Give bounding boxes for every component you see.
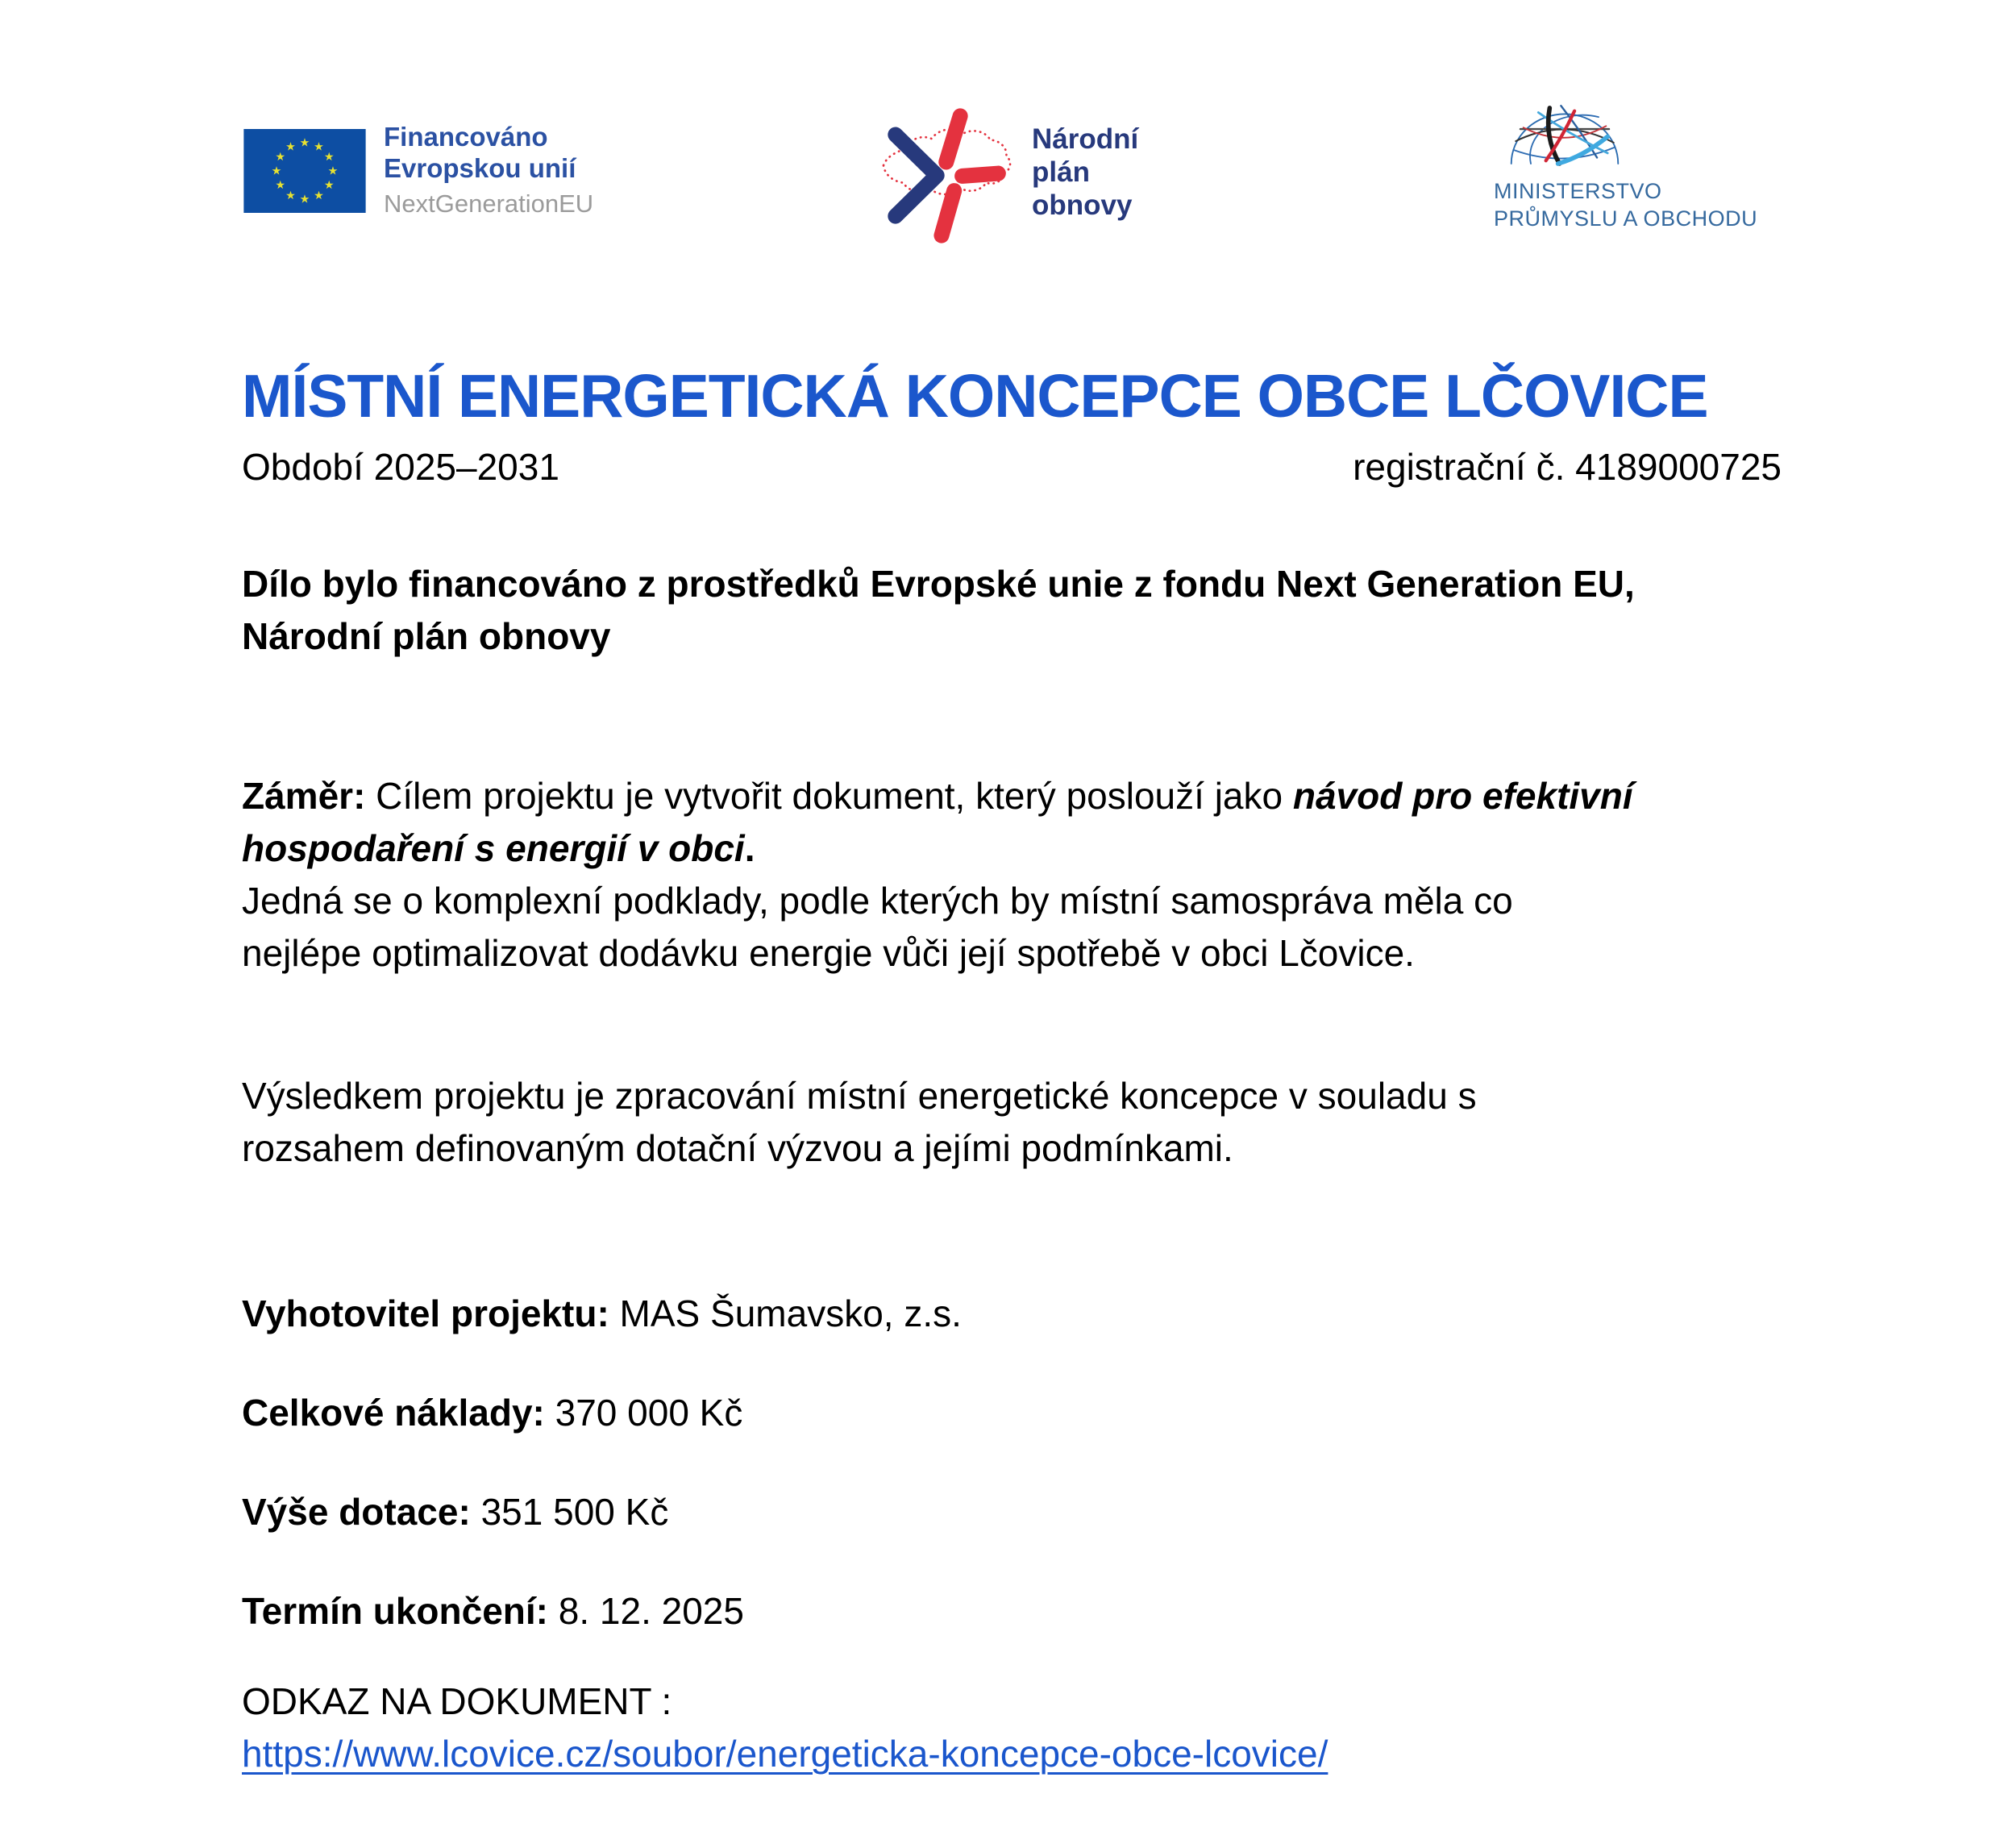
svg-text:★: ★ xyxy=(323,150,335,164)
result-line2: rozsahem definovaným dotační výzvou a jejími podmínkami. xyxy=(242,1127,1233,1169)
npo-logo-line2: plán xyxy=(1032,156,1090,188)
svg-text:★: ★ xyxy=(327,164,339,178)
eu-logo-line3: NextGenerationEU xyxy=(384,189,594,218)
funding-line1: Dílo bylo financováno z prostředků Evropské unie z fondu Next Generation EU, xyxy=(242,563,1635,605)
detail-subsidy-label: Výše dotace: xyxy=(242,1491,471,1533)
svg-text:★: ★ xyxy=(299,136,310,150)
funding-statement xyxy=(242,558,1782,663)
npo-logo-line3: obnovy xyxy=(1032,189,1133,221)
mpo-logo xyxy=(1494,102,1757,232)
funding-line2: Národní plán obnovy xyxy=(242,615,611,657)
svg-text:★: ★ xyxy=(275,178,286,192)
svg-text:★: ★ xyxy=(323,178,335,192)
detail-deadline-label: Termín ukončení: xyxy=(242,1590,548,1632)
eu-logo-text xyxy=(384,121,593,220)
detail-total-costs xyxy=(242,1387,1782,1439)
svg-text:★: ★ xyxy=(275,150,286,164)
aim-line3: Jedná se o komplexní podklady, podle kterých by místní samospráva měla co xyxy=(242,880,1513,922)
mpo-logo-text xyxy=(1494,177,1757,232)
detail-deadline xyxy=(242,1585,1782,1638)
project-result-paragraph xyxy=(242,1070,1782,1175)
detail-total-costs-value: 370 000 Kč xyxy=(544,1392,743,1434)
detail-deadline-value: 8. 12. 2025 xyxy=(547,1590,744,1632)
mpo-network-globe-icon xyxy=(1508,102,1621,169)
detail-contractor-label: Vyhotovitel projektu: xyxy=(242,1292,609,1334)
eu-funding-logo xyxy=(243,121,593,220)
svg-text:★: ★ xyxy=(271,164,282,178)
eu-flag-icon xyxy=(243,129,366,213)
npo-logo-line1: Národní xyxy=(1032,123,1139,155)
document-link-section xyxy=(242,1675,1782,1780)
registration-number: registrační č. 4189000725 xyxy=(1353,446,1782,488)
eu-logo-line1: Financováno xyxy=(384,122,548,152)
detail-contractor-value: MAS Šumavsko, z.s. xyxy=(609,1292,962,1334)
npo-logo-text xyxy=(1032,123,1138,222)
detail-total-costs-label: Celkové náklady: xyxy=(242,1392,545,1434)
npo-chevron-map-icon xyxy=(875,99,1019,244)
aim-line4: nejlépe optimalizovat dodávku energie vůči její spotřebě v obci Lčovice. xyxy=(242,932,1415,974)
aim-emphasis-1: návod pro efektivní xyxy=(1292,775,1633,817)
npo-logo xyxy=(875,99,1138,244)
document-link[interactable]: https://www.lcovice.cz/soubor/energeticka-koncepce-obce-lcovice/ xyxy=(242,1733,1328,1775)
svg-text:★: ★ xyxy=(285,189,296,202)
svg-text:★: ★ xyxy=(314,139,324,153)
aim-emphasis-2: hospodaření s energií v obci xyxy=(242,827,745,869)
page-title: MÍSTNÍ ENERGETICKÁ KONCEPCE OBCE LČOVICE xyxy=(242,362,1708,430)
mpo-logo-line2: PRŮMYSLU A OBCHODU xyxy=(1494,206,1758,231)
detail-subsidy xyxy=(242,1486,1782,1538)
logo-row xyxy=(242,117,1782,266)
svg-text:★: ★ xyxy=(314,189,324,202)
document-link-label: ODKAZ NA DOKUMENT : xyxy=(242,1680,672,1722)
aim-label: Záměr: xyxy=(242,775,366,817)
eu-logo-line2: Evropskou unií xyxy=(384,153,576,183)
mpo-logo-line1: MINISTERSTVO xyxy=(1494,179,1662,203)
aim-text: Cílem projektu je vytvořit dokument, který poslouží jako xyxy=(365,775,1293,817)
project-aim-paragraph xyxy=(242,770,1782,980)
detail-contractor xyxy=(242,1288,1782,1340)
detail-subsidy-value: 351 500 Kč xyxy=(470,1491,669,1533)
svg-text:★: ★ xyxy=(285,139,296,153)
period-label: Období 2025–2031 xyxy=(242,446,559,488)
result-line1: Výsledkem projektu je zpracování místní energetické koncepce v souladu s xyxy=(242,1075,1477,1117)
mpo-globe-wrap xyxy=(1494,102,1621,173)
subtitle-row xyxy=(242,441,1782,493)
svg-text:★: ★ xyxy=(299,193,310,206)
aim-period: . xyxy=(744,827,755,869)
